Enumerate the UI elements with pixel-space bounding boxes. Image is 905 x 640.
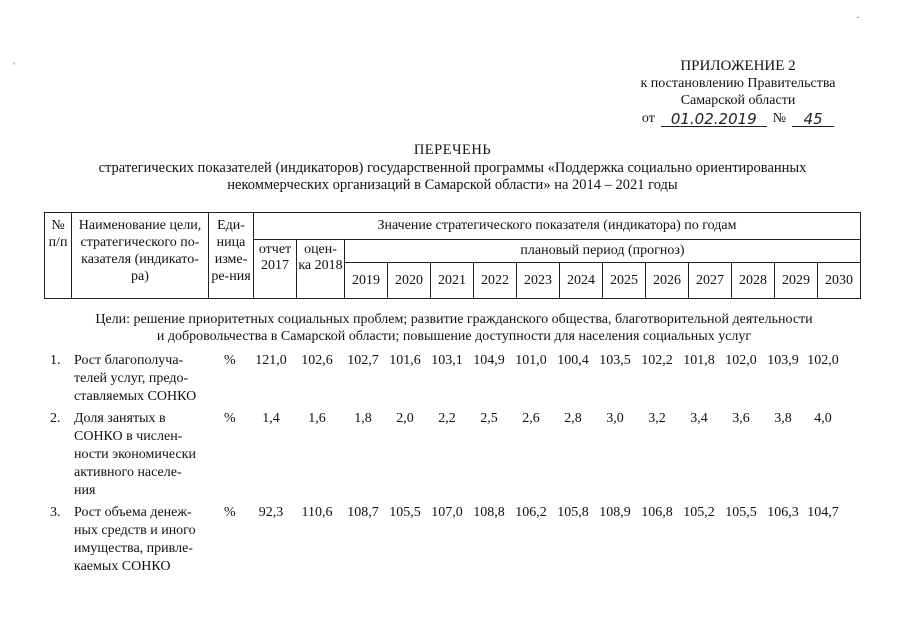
indicator-value: 121,0: [255, 353, 287, 368]
handwritten-number: 45: [792, 112, 834, 127]
indicator-value: 104,7: [807, 505, 839, 520]
appendix-line-region: Самарской области: [680, 93, 796, 108]
indicator-value: 3,4: [690, 411, 708, 426]
indicator-value: 105,8: [557, 505, 589, 520]
indicator-value: 2,5: [480, 411, 498, 426]
indicator-value: 105,5: [725, 505, 757, 520]
number-prefix: №: [772, 111, 787, 126]
scan-speck: ˈ: [12, 60, 16, 74]
year-header: 2029: [775, 263, 818, 299]
year-header: 2028: [732, 263, 775, 299]
indicator-value: 106,3: [767, 505, 799, 520]
indicator-name: [74, 410, 209, 500]
indicator-value: 108,9: [599, 505, 631, 520]
decree-date-line: [623, 110, 853, 127]
indicator-value: 105,5: [389, 505, 421, 520]
indicator-value: 104,9: [473, 353, 505, 368]
indicator-value: 102,2: [641, 353, 673, 368]
document-title: [60, 142, 845, 194]
indicator-name-line: ных средств и иного: [74, 523, 196, 538]
header-goal-name: Наименование цели, стратегического по-казателя (индикато-ра): [72, 213, 209, 299]
year-header: 2019: [345, 263, 388, 299]
appendix-title: ПРИЛОЖЕНИЕ 2: [680, 58, 796, 74]
appendix-header: [623, 58, 853, 127]
indicator-name-line: Рост объема денеж-: [74, 505, 192, 520]
indicator-name-line: Доля занятых в: [74, 411, 166, 426]
indicator-value: 3,2: [648, 411, 666, 426]
header-report-2017: отчет 2017: [254, 240, 297, 299]
indicator-value: 101,6: [389, 353, 421, 368]
indicator-value: 3,6: [732, 411, 750, 426]
goals-line-1: Цели: решение приоритетных социальных проблем; развитие гражданского общества, благотворительной деятельности: [95, 312, 813, 327]
indicator-value: 108,8: [473, 505, 505, 520]
indicator-name-line: СОНКО в числен-: [74, 429, 183, 444]
indicator-name-line: ния: [74, 483, 96, 498]
indicator-name-line: ставляемых СОНКО: [74, 389, 197, 404]
appendix-line-decree: к постановлению Правительства: [640, 76, 836, 91]
indicator-name-line: имущества, привле-: [74, 541, 193, 556]
handwritten-date: 01.02.2019: [661, 112, 767, 127]
indicator-value: 92,3: [258, 505, 284, 520]
indicator-value: 107,0: [431, 505, 463, 520]
goals-line-2: и добровольчества в Самарской области; повышение доступности для населения социальных услуг: [156, 329, 752, 344]
indicator-name-line: телей услуг, предо-: [74, 371, 189, 386]
scan-speck: ·: [856, 10, 860, 24]
row-number: 1.: [50, 353, 61, 368]
indicator-value: 101,8: [683, 353, 715, 368]
indicator-value: 102,0: [807, 353, 839, 368]
indicator-name: [74, 504, 209, 576]
indicator-name-line: Рост благополуча-: [74, 353, 184, 368]
indicator-value: 102,0: [725, 353, 757, 368]
indicator-name: [74, 352, 209, 406]
header-values-by-year: Значение стратегического показателя (индикатора) по годам: [254, 213, 861, 240]
indicator-value: 101,0: [515, 353, 547, 368]
unit-percent: %: [224, 505, 236, 520]
indicator-value: 1,6: [308, 411, 326, 426]
indicator-value: 106,2: [515, 505, 547, 520]
indicator-value: 106,8: [641, 505, 673, 520]
title-line-1: стратегических показателей (индикаторов) государственной программы «Поддержка социально ориентированных: [98, 160, 807, 176]
header-unit: Еди-ница изме-ре-ния: [209, 213, 254, 299]
row-number: 2.: [50, 411, 61, 426]
header-number: № п/п: [45, 213, 72, 299]
year-header: 2027: [689, 263, 732, 299]
indicator-value: 2,2: [438, 411, 456, 426]
title-heading: ПЕРЕЧЕНЬ: [413, 142, 492, 158]
unit-percent: %: [224, 411, 236, 426]
indicator-value: 2,0: [396, 411, 414, 426]
indicator-table-header: [44, 212, 861, 299]
indicator-value: 3,8: [774, 411, 792, 426]
year-header: 2026: [646, 263, 689, 299]
year-header: 2021: [431, 263, 474, 299]
indicator-value: 4,0: [814, 411, 832, 426]
indicator-value: 102,6: [301, 353, 333, 368]
year-header: 2024: [560, 263, 603, 299]
indicator-value: 102,7: [347, 353, 379, 368]
unit-percent: %: [224, 353, 236, 368]
year-header: 2020: [388, 263, 431, 299]
indicator-value: 2,6: [522, 411, 540, 426]
header-estimate-2018: оцен-ка 2018: [297, 240, 345, 299]
header-plan-period: плановый период (прогноз): [345, 240, 861, 263]
year-header: 2030: [818, 263, 861, 299]
indicator-name-line: активного населе-: [74, 465, 182, 480]
indicator-value: 108,7: [347, 505, 379, 520]
indicator-value: 103,9: [767, 353, 799, 368]
row-number: 3.: [50, 505, 61, 520]
indicator-name-line: каемых СОНКО: [74, 559, 171, 574]
title-line-2: некоммерческих организаций в Самарской области» на 2014 – 2021 годы: [227, 177, 678, 193]
indicator-value: 110,6: [301, 505, 333, 520]
year-header: 2025: [603, 263, 646, 299]
indicator-value: 103,1: [431, 353, 463, 368]
indicator-value: 1,4: [262, 411, 280, 426]
year-header: 2022: [474, 263, 517, 299]
indicator-value: 3,0: [606, 411, 624, 426]
goals-statement: [44, 311, 864, 345]
indicator-value: 103,5: [599, 353, 631, 368]
indicator-name-line: ности экономически: [74, 447, 196, 462]
year-header: 2023: [517, 263, 560, 299]
indicator-value: 105,2: [683, 505, 715, 520]
date-prefix: от: [641, 111, 655, 126]
indicator-value: 100,4: [557, 353, 589, 368]
indicator-value: 2,8: [564, 411, 582, 426]
indicator-value: 1,8: [354, 411, 372, 426]
